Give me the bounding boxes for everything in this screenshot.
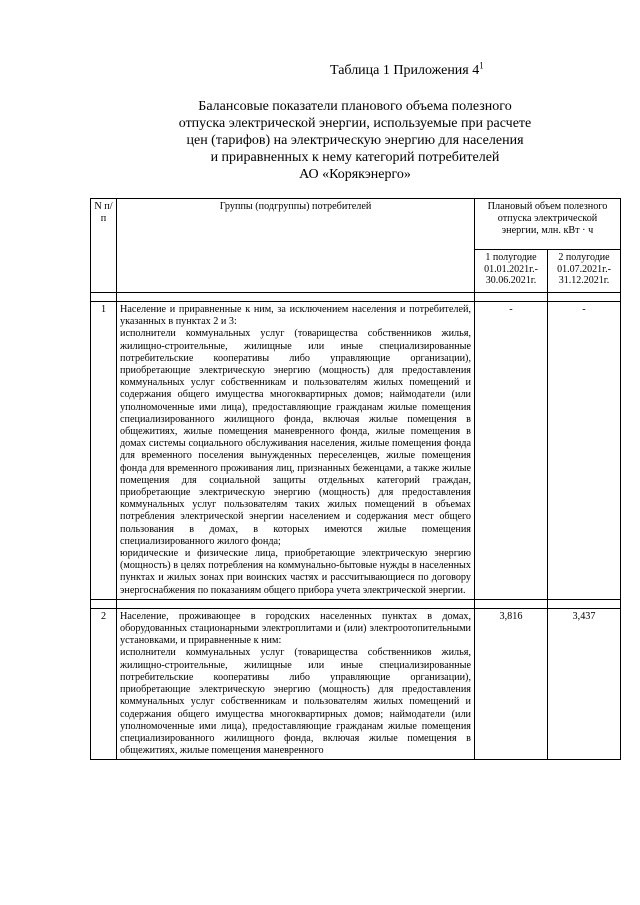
balance-table xyxy=(90,198,621,760)
table-spacer xyxy=(91,293,621,302)
document-title: Балансовые показатели планового объема полезного отпуска электрической энергии, используемые при расчете цен (тарифов) на электрическую энергию для населения и приравненных к нему категорий потребителей АО «Корякэнерго» xyxy=(178,99,532,182)
row-value-half1: - xyxy=(475,302,548,600)
row-value-half2: - xyxy=(548,302,621,600)
row-number: 1 xyxy=(91,302,117,600)
footnote-mark: 1 xyxy=(479,60,484,71)
row-paragraph: Население и приравненные к ним, за исключением населения и потребителей, указанных в пунктах 2 и 3: xyxy=(120,304,471,328)
header-volume: Плановый объем полезного отпуска электрической энергии, млн. кВт · ч xyxy=(475,199,621,250)
row-number: 2 xyxy=(91,608,117,759)
table-row xyxy=(91,608,621,759)
table-header-row xyxy=(91,199,621,250)
table-spacer xyxy=(91,599,621,608)
row-value-half1: 3,816 xyxy=(475,608,548,759)
row-groups xyxy=(117,608,475,759)
row-groups xyxy=(117,302,475,600)
header-half1: 1 полугодие 01.01.2021г.- 30.06.2021г. xyxy=(475,250,548,293)
row-paragraph: исполнители коммунальных услуг (товарищества собственников жилья, жилищно-строительные, жилищные или иные специализированные потребительские кооперативы либо управляющие организации), приобретающие электрическую энергию (мощность) для предоставления коммунальных услуг собственникам и пользователям жилых помещений и содержания общего имущества многоквартирных домов; наймодатели (или уполномоченные ими лица), предоставляющие гражданам жилые помещения специализированного жилищного фонда, включая жилые помещения в общежитиях, жилые помещения маневренного xyxy=(120,647,471,757)
table-label: Таблица 1 Приложения $4^1$ xyxy=(330,60,484,78)
header-num: N п/п xyxy=(91,199,117,293)
row-value-half2: 3,437 xyxy=(548,608,621,759)
header-half2: 2 полугодие 01.07.2021г.- 31.12.2021г. xyxy=(548,250,621,293)
row-paragraph: юридические и физические лица, приобретающие электрическую энергию (мощность) в целях потребления на коммунально-бытовые нужды в населенных пунктах и жилых зонах при воинских частях и рассчитывающиеся по договору энергоснабжения по показаниям общего прибора учета электрической энергии. xyxy=(120,548,471,596)
row-paragraph: исполнители коммунальных услуг (товарищества собственников жилья, жилищно-строительные, жилищные или иные специализированные потребительские кооперативы либо управляющие организации), приобретающие электрическую энергию (мощность) для предоставления коммунальных услуг собственникам и пользователям жилых помещений и содержания общего имущества многоквартирных домов; наймодатели (или уполномоченные ими лица), предоставляющие гражданам жилые помещения специализированного жилищного фонда, включая жилые помещения в общежитиях, жилые помещения маневренного фонда, жилые помещения в домах системы социального обслуживания населения, жилые помещения фонда для временного поселения вынужденных переселенцев, жилые помещения фонда для временного проживания лиц, признанных беженцами, а также жилые помещения для социальной защиты отдельных категорий граждан, приобретающие электрическую энергию (мощность) для предоставления коммунальных услуг пользователям таких жилых помещений в объемах потребления электрической энергии населением и содержания мест общего пользования в домах, в которых имеются жилые помещения специализированного жилого фонда; xyxy=(120,328,471,547)
header-groups: Группы (подгруппы) потребителей xyxy=(117,199,475,293)
table-row xyxy=(91,302,621,600)
row-paragraph: Население, проживающее в городских населенных пунктах в домах, оборудованных стационарными электроплитами и (или) электроотопительными установками, и приравненные к ним: xyxy=(120,610,471,647)
